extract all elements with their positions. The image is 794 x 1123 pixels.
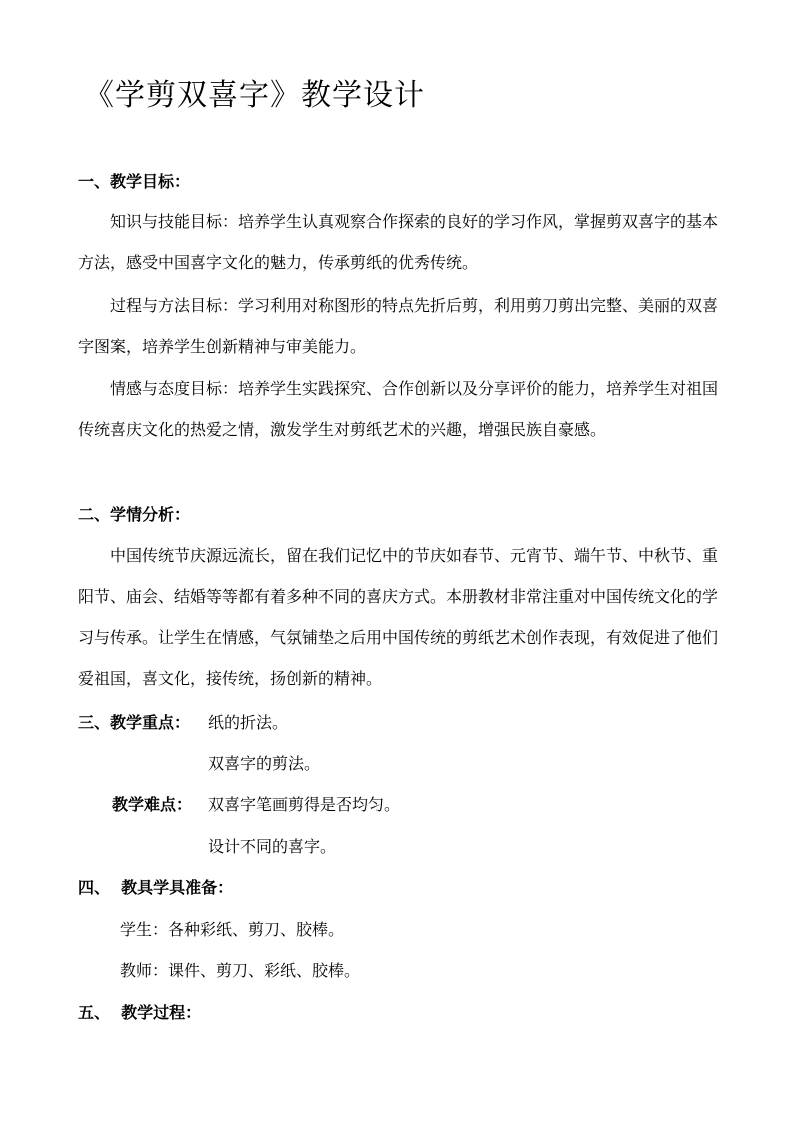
learning-analysis-paragraph: 中国传统节庆源远流长，留在我们记忆中的节庆如春节、元宵节、端午节、中秋节、重阳节、庙会、结婚等等都有着多种不同的喜庆方式。本册教材非常注重对中国传统文化的学习与传承。让学生在情感，气氛铺垫之后用中国传统的剪纸艺术创作表现，有效促进了他们爱祖国，喜文化，接传统，扬创新的精神。 xyxy=(78,546,719,688)
key-point-item: 纸的折法。 xyxy=(208,713,289,732)
student-materials: 学生：各种彩纸、剪刀、胶棒。 xyxy=(120,920,345,939)
key-point-item: 双喜字的剪法。 xyxy=(208,754,321,773)
section-2-heading: 二、学情分析： xyxy=(78,505,191,524)
page-title: 《学剪双喜字》教学设计 xyxy=(84,78,425,113)
section-4-heading: 四、 教具学具准备： xyxy=(78,878,234,897)
teacher-materials: 教师：课件、剪刀、彩纸、胶棒。 xyxy=(120,961,361,980)
difficulty-item: 双喜字笔画剪得是否均匀。 xyxy=(208,795,401,814)
objective-knowledge-paragraph: 知识与技能目标：培养学生认真观察合作探索的良好的学习作风，掌握剪双喜字的基本方法，感受中国喜字文化的魅力，传承剪纸的优秀传统。 xyxy=(78,212,719,272)
objective-process-paragraph: 过程与方法目标：学习利用对称图形的特点先折后剪，利用剪刀剪出完整、美丽的双喜字图案，培养学生创新精神与审美能力。 xyxy=(78,296,719,356)
section-5-heading: 五、 教学过程： xyxy=(78,1003,202,1022)
difficulty-item: 设计不同的喜字。 xyxy=(208,837,337,856)
objective-emotion-paragraph: 情感与态度目标：培养学生实践探究、合作创新以及分享评价的能力，培养学生对祖国传统喜庆文化的热爱之情，激发学生对剪纸艺术的兴趣，增强民族自豪感。 xyxy=(78,379,719,439)
section-1-heading: 一、教学目标： xyxy=(78,172,191,191)
key-points-label: 三、教学重点： xyxy=(78,713,191,732)
difficulty-label: 教学难点： xyxy=(112,795,193,814)
